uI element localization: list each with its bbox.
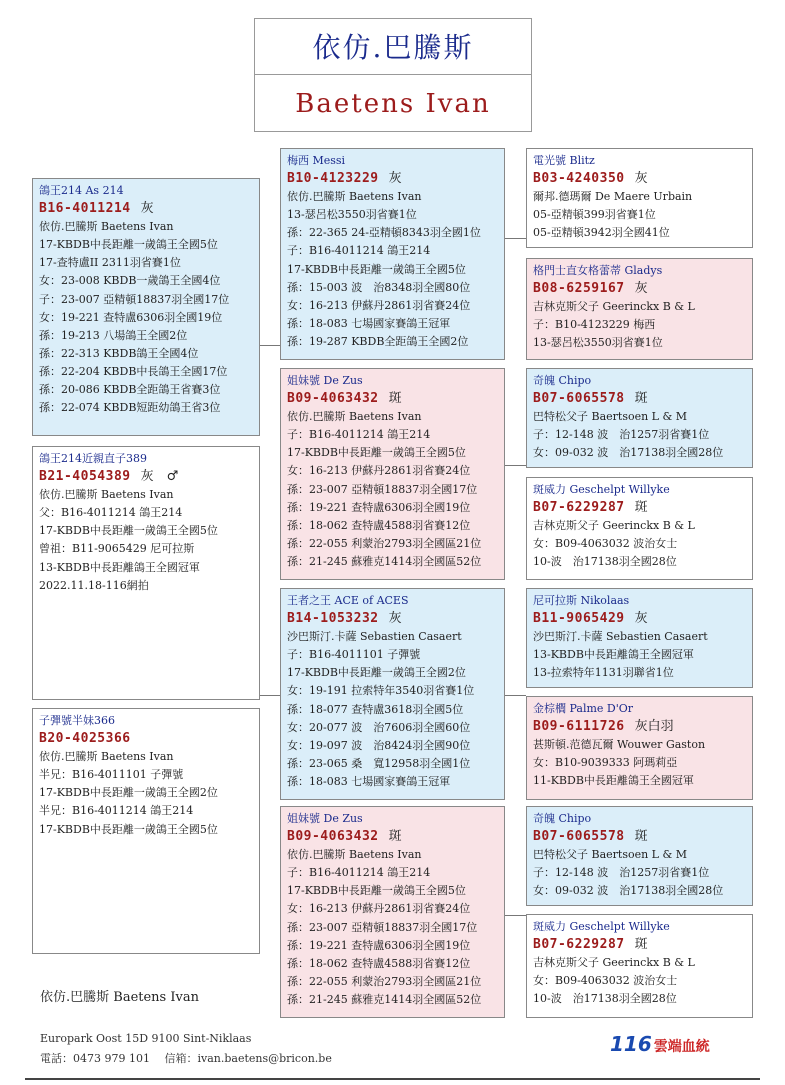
bird-info-line: 爾邦.德瑪爾 De Maere Urbain xyxy=(533,190,693,204)
bird-info-line: 子：B10-4123229 梅西 xyxy=(533,318,656,332)
bird-info-line: 子：B16-4011214 鴿王214 xyxy=(287,244,431,258)
bird-info-line: 女：16-213 伊蘇丹2861羽省賽24位 xyxy=(287,902,471,916)
bird-info-line: 孫：15-003 波 治8348羽全國80位 xyxy=(287,280,471,294)
bird-info-line: 女：B09-4063032 波治女士 xyxy=(533,537,678,551)
bird-ring-row xyxy=(533,499,746,517)
bird-info-line: 子：B16-4011214 鴿王214 xyxy=(287,428,431,442)
pedigree-card-grand-2 xyxy=(526,258,753,360)
bird-info-line: 孫：18-062 查特盧4588羽省賽12位 xyxy=(287,518,471,532)
bird-info-line: 2022.11.18-116網拍 xyxy=(39,578,149,592)
bird-name: 斑威力 Geschelpt Willyke xyxy=(533,920,670,933)
bird-ring-row xyxy=(533,718,746,736)
bird-info-line: 孫：23-007 亞精頓18837羽全國17位 xyxy=(287,920,478,934)
bird-info-line: 孫：22-055 利蒙治2793羽全國區21位 xyxy=(287,536,482,550)
pedigree-card-sibling-1 xyxy=(32,446,260,700)
bird-color: 斑 xyxy=(634,391,648,407)
pedigree-title xyxy=(254,18,532,132)
bird-info-line: 孫：23-065 桑 寬12958羽全國1位 xyxy=(287,756,471,770)
pedigree-card-parent-4 xyxy=(280,806,505,1018)
bird-info-line: 子：23-007 亞精頓18837羽全國17位 xyxy=(39,292,230,306)
bird-name: 奇魄 Chipo xyxy=(533,374,592,387)
bird-info-line: 女：23-008 KBDB一歲鴿王全國4位 xyxy=(39,274,221,288)
bird-ring-row xyxy=(287,828,498,846)
ring-number: B16-4011214 xyxy=(39,201,131,217)
bird-info-line: 孫：19-221 查特盧6306羽全國19位 xyxy=(287,500,471,514)
bird-name: 子彈號半妹366 xyxy=(39,714,115,727)
ring-number: B09-4063432 xyxy=(287,829,379,845)
bird-info-line: 孫：22-365 24-亞精頓8343羽全國1位 xyxy=(287,226,481,240)
bird-color: 斑 xyxy=(634,500,648,516)
pedigree-card-sibling-2 xyxy=(32,708,260,954)
bird-info-line: 子：B16-4011101 子彈號 xyxy=(287,648,421,662)
bird-info-line: 17-KBDB中長距離一歲鴿王全國5位 xyxy=(287,446,466,460)
bird-info-line: 17-KBDB中長距離一歲鴿王全國5位 xyxy=(39,238,218,252)
bird-color: 灰 xyxy=(634,171,648,187)
owner-name-en: Baetens Ivan xyxy=(295,89,491,119)
bird-info-line: 女：19-191 拉索特年3540羽省賽1位 xyxy=(287,684,475,698)
pedigree-card-parent-2 xyxy=(280,368,505,580)
pedigree-card-grand-8 xyxy=(526,914,753,1018)
bird-info-line: 孫：18-077 查特盧3618羽全國5位 xyxy=(287,702,464,716)
bird-info-line: 17-KBDB中長距離一歲鴿王全國5位 xyxy=(39,822,218,836)
bird-ring-row xyxy=(533,170,746,188)
bird-info-line: 孫：21-245 蘇雅克1414羽全國區52位 xyxy=(287,554,482,568)
bird-info-line: 10-波 治17138羽全國28位 xyxy=(533,992,677,1006)
bird-info-line: 孫：20-086 KBDB全距鴿王省賽3位 xyxy=(39,383,221,397)
bird-info-line: 女：16-213 伊蘇丹2861羽省賽24位 xyxy=(287,464,471,478)
bird-info-line: 依仿.巴騰斯 Baetens Ivan xyxy=(287,190,422,204)
bird-ring-row xyxy=(39,468,253,486)
owner-name-cn: 依仿.巴騰斯 xyxy=(255,19,531,75)
bird-name: 鴿王214近親直子389 xyxy=(39,452,147,465)
pedigree-card-grand-4 xyxy=(526,477,753,580)
bird-color: 灰 xyxy=(634,611,648,627)
bird-info-line: 沙巴斯汀.卡薩 Sebastien Casaert xyxy=(533,630,708,644)
pedigree-card-grand-3 xyxy=(526,368,753,468)
bird-ring-row xyxy=(533,390,746,408)
bird-ring-row xyxy=(533,280,746,298)
bird-info-line: 女：16-213 伊蘇丹2861羽省賽24位 xyxy=(287,298,471,312)
pedigree-card-subject xyxy=(32,178,260,436)
bird-info-line: 依仿.巴騰斯 Baetens Ivan xyxy=(39,750,174,764)
bird-info-line: 孫：18-083 七場國家賽鴿王冠軍 xyxy=(287,774,451,788)
ring-number: B07-6065578 xyxy=(533,829,625,845)
bird-info-line: 半兄：B16-4011101 子彈號 xyxy=(39,768,184,782)
bird-info-line: 13-KBDB中長距離鴿王全國冠軍 xyxy=(533,648,694,662)
bird-info-line: 17-KBDB中長距離一歲鴿王全國5位 xyxy=(287,884,466,898)
bird-info-line: 孫：19-213 八場鴿王全國2位 xyxy=(39,328,188,342)
bird-info-line: 依仿.巴騰斯 Baetens Ivan xyxy=(287,410,422,424)
bird-color: 斑 xyxy=(388,829,402,845)
bird-info-line: 女：09-032 波 治17138羽全國28位 xyxy=(533,446,724,460)
bird-info-line: 孫：22-204 KBDB中長鴿王全國17位 xyxy=(39,364,228,378)
bird-info-line: 17-KBDB中長距離一歲鴿王全國2位 xyxy=(39,786,218,800)
footer-divider xyxy=(25,1078,760,1080)
ring-number: B03-4240350 xyxy=(533,171,625,187)
pedigree-card-grand-1 xyxy=(526,148,753,248)
bird-info-line: 女：B09-4063032 波治女士 xyxy=(533,974,678,988)
bird-info-line: 吉林克斯父子 Geerinckx B & L xyxy=(533,956,695,970)
bird-info-line: 女：19-097 波 治8424羽全國90位 xyxy=(287,738,471,752)
bird-info-line: 女：09-032 波 治17138羽全國28位 xyxy=(533,884,724,898)
bird-info-line: 13-瑟呂松3550羽省賽1位 xyxy=(287,208,417,222)
bird-info-line: 孫：19-287 KBDB全距鴿王全國2位 xyxy=(287,334,469,348)
bird-info-line: 女：B10-9039333 阿瑪莉亞 xyxy=(533,756,678,770)
logo-text: 雲端血統 xyxy=(653,1039,710,1055)
bird-info-line: 13-KBDB中長距離鴿王全國冠軍 xyxy=(39,560,200,574)
pedigree-card-grand-5 xyxy=(526,588,753,688)
owner-signature: 依仿.巴騰斯 Baetens Ivan xyxy=(40,990,199,1005)
bird-color: 灰 xyxy=(634,281,648,297)
bird-info-line: 子：12-148 波 治1257羽省賽1位 xyxy=(533,428,710,442)
pedigree-card-parent-3 xyxy=(280,588,505,800)
ring-number: B07-6229287 xyxy=(533,500,625,516)
bird-ring-row xyxy=(287,390,498,408)
bird-info-line: 子：B16-4011214 鴿王214 xyxy=(287,866,431,880)
bird-name: 電光號 Blitz xyxy=(533,154,595,167)
bird-info-line: 孫：18-083 七場國家賽鴿王冠軍 xyxy=(287,316,451,330)
ring-number: B14-1053232 xyxy=(287,611,379,627)
bird-info-line: 子：12-148 波 治1257羽省賽1位 xyxy=(533,866,710,880)
bird-name: 金棕櫚 Palme D'Or xyxy=(533,702,634,715)
bird-info-line: 11-KBDB中長距離鴿王全國冠軍 xyxy=(533,774,694,788)
bird-color: 灰 ♂ xyxy=(140,469,179,485)
bird-info-line: 17-KBDB中長距離一歲鴿王全國5位 xyxy=(39,524,218,538)
bird-info-line: 17-查特盧II 2311羽省賽1位 xyxy=(39,256,181,270)
bird-name: 斑威力 Geschelpt Willyke xyxy=(533,483,670,496)
bird-info-line: 孫：22-074 KBDB短距幼鴿王省3位 xyxy=(39,401,221,415)
ring-number: B09-4063432 xyxy=(287,391,379,407)
bird-info-line: 10-波 治17138羽全國28位 xyxy=(533,555,677,569)
bird-ring-row xyxy=(533,610,746,628)
bird-ring-row xyxy=(39,200,253,218)
bird-name: 梅西 Messi xyxy=(287,154,346,167)
bird-info-line: 沙巴斯汀.卡薩 Sebastien Casaert xyxy=(287,630,462,644)
bird-name: 鴿王214 As 214 xyxy=(39,184,124,197)
bird-info-line: 曾祖：B11-9065429 尼可拉斯 xyxy=(39,542,195,556)
bird-ring-row xyxy=(287,170,498,188)
bird-info-line: 17-KBDB中長距離一歲鴿王全國5位 xyxy=(287,262,466,276)
bird-info-line: 半兄：B16-4011214 鴿王214 xyxy=(39,804,194,818)
pedigree-card-grand-6 xyxy=(526,696,753,800)
bird-info-line: 巴特松父子 Baertsoen L & M xyxy=(533,848,688,862)
bird-color: 灰白羽 xyxy=(634,719,674,735)
bird-info-line: 17-KBDB中長距離一歲鴿王全國2位 xyxy=(287,666,466,680)
bird-info-line: 孫：23-007 亞精頓18837羽全國17位 xyxy=(287,482,478,496)
bird-name: 姐妹號 De Zus xyxy=(287,812,363,825)
bird-color: 灰 xyxy=(140,201,154,217)
bird-color: 灰 xyxy=(388,171,402,187)
bird-info-line: 女：20-077 波 治7606羽全國60位 xyxy=(287,720,471,734)
bird-ring-row xyxy=(287,610,498,628)
ring-number: B11-9065429 xyxy=(533,611,625,627)
bird-name: 格門士直女格蕾蒂 Gladys xyxy=(533,264,663,277)
bird-color: 斑 xyxy=(634,937,648,953)
ring-number: B21-4054389 xyxy=(39,469,131,485)
bird-info-line: 孫：22-055 利蒙治2793羽全國區21位 xyxy=(287,974,482,988)
bird-color: 斑 xyxy=(634,829,648,845)
bird-info-line: 女：19-221 查特盧6306羽全國19位 xyxy=(39,310,223,324)
bird-color: 灰 xyxy=(388,611,402,627)
footer-address: Europark Oost 15D 9100 Sint-Niklaas xyxy=(40,1032,252,1045)
footer-contact: 電話：0473 979 101 信箱：ivan.baetens@bricon.be xyxy=(40,1052,332,1065)
bird-info-line: 孫：22-313 KBDB鴿王全國4位 xyxy=(39,346,199,360)
bird-name: 王者之王 ACE of ACES xyxy=(287,594,409,607)
bird-info-line: 巴特松父子 Baertsoen L & M xyxy=(533,410,688,424)
ring-number: B07-6229287 xyxy=(533,937,625,953)
ring-number: B09-6111726 xyxy=(533,719,625,735)
bird-info-line: 父：B16-4011214 鴿王214 xyxy=(39,506,183,520)
bird-name: 奇魄 Chipo xyxy=(533,812,592,825)
pedigree-card-parent-1 xyxy=(280,148,505,360)
bird-info-line: 吉林克斯父子 Geerinckx B & L xyxy=(533,519,695,533)
bird-info-line: 13-拉索特年1131羽聯省1位 xyxy=(533,666,674,680)
logo-number: 116 xyxy=(610,1032,652,1056)
bird-info-line: 吉林克斯父子 Geerinckx B & L xyxy=(533,300,695,314)
ring-number: B20-4025366 xyxy=(39,731,131,747)
bird-info-line: 孫：19-221 查特盧6306羽全國19位 xyxy=(287,938,471,952)
ring-number: B08-6259167 xyxy=(533,281,625,297)
bird-info-line: 05-亞精頓399羽省賽1位 xyxy=(533,208,656,222)
bird-info-line: 依仿.巴騰斯 Baetens Ivan xyxy=(39,220,174,234)
bird-info-line: 依仿.巴騰斯 Baetens Ivan xyxy=(287,848,422,862)
bird-color: 斑 xyxy=(388,391,402,407)
bird-info-line: 甚斯頓.范德瓦爾 Wouwer Gaston xyxy=(533,738,706,752)
bird-name: 尼可拉斯 Nikolaas xyxy=(533,594,630,607)
bird-info-line: 13-瑟呂松3550羽省賽1位 xyxy=(533,336,663,350)
bird-ring-row xyxy=(533,828,746,846)
pedigree-card-grand-7 xyxy=(526,806,753,906)
brand-logo xyxy=(610,1032,710,1056)
bird-info-line: 05-亞精頓3942羽全國41位 xyxy=(533,226,670,240)
bird-info-line: 孫：21-245 蘇雅克1414羽全國區52位 xyxy=(287,992,482,1006)
bird-info-line: 孫：18-062 查特盧4588羽省賽12位 xyxy=(287,956,471,970)
bird-ring-row xyxy=(39,730,253,748)
ring-number: B10-4123229 xyxy=(287,171,379,187)
ring-number: B07-6065578 xyxy=(533,391,625,407)
bird-ring-row xyxy=(533,936,746,954)
bird-info-line: 依仿.巴騰斯 Baetens Ivan xyxy=(39,488,174,502)
bird-name: 姐妹號 De Zus xyxy=(287,374,363,387)
